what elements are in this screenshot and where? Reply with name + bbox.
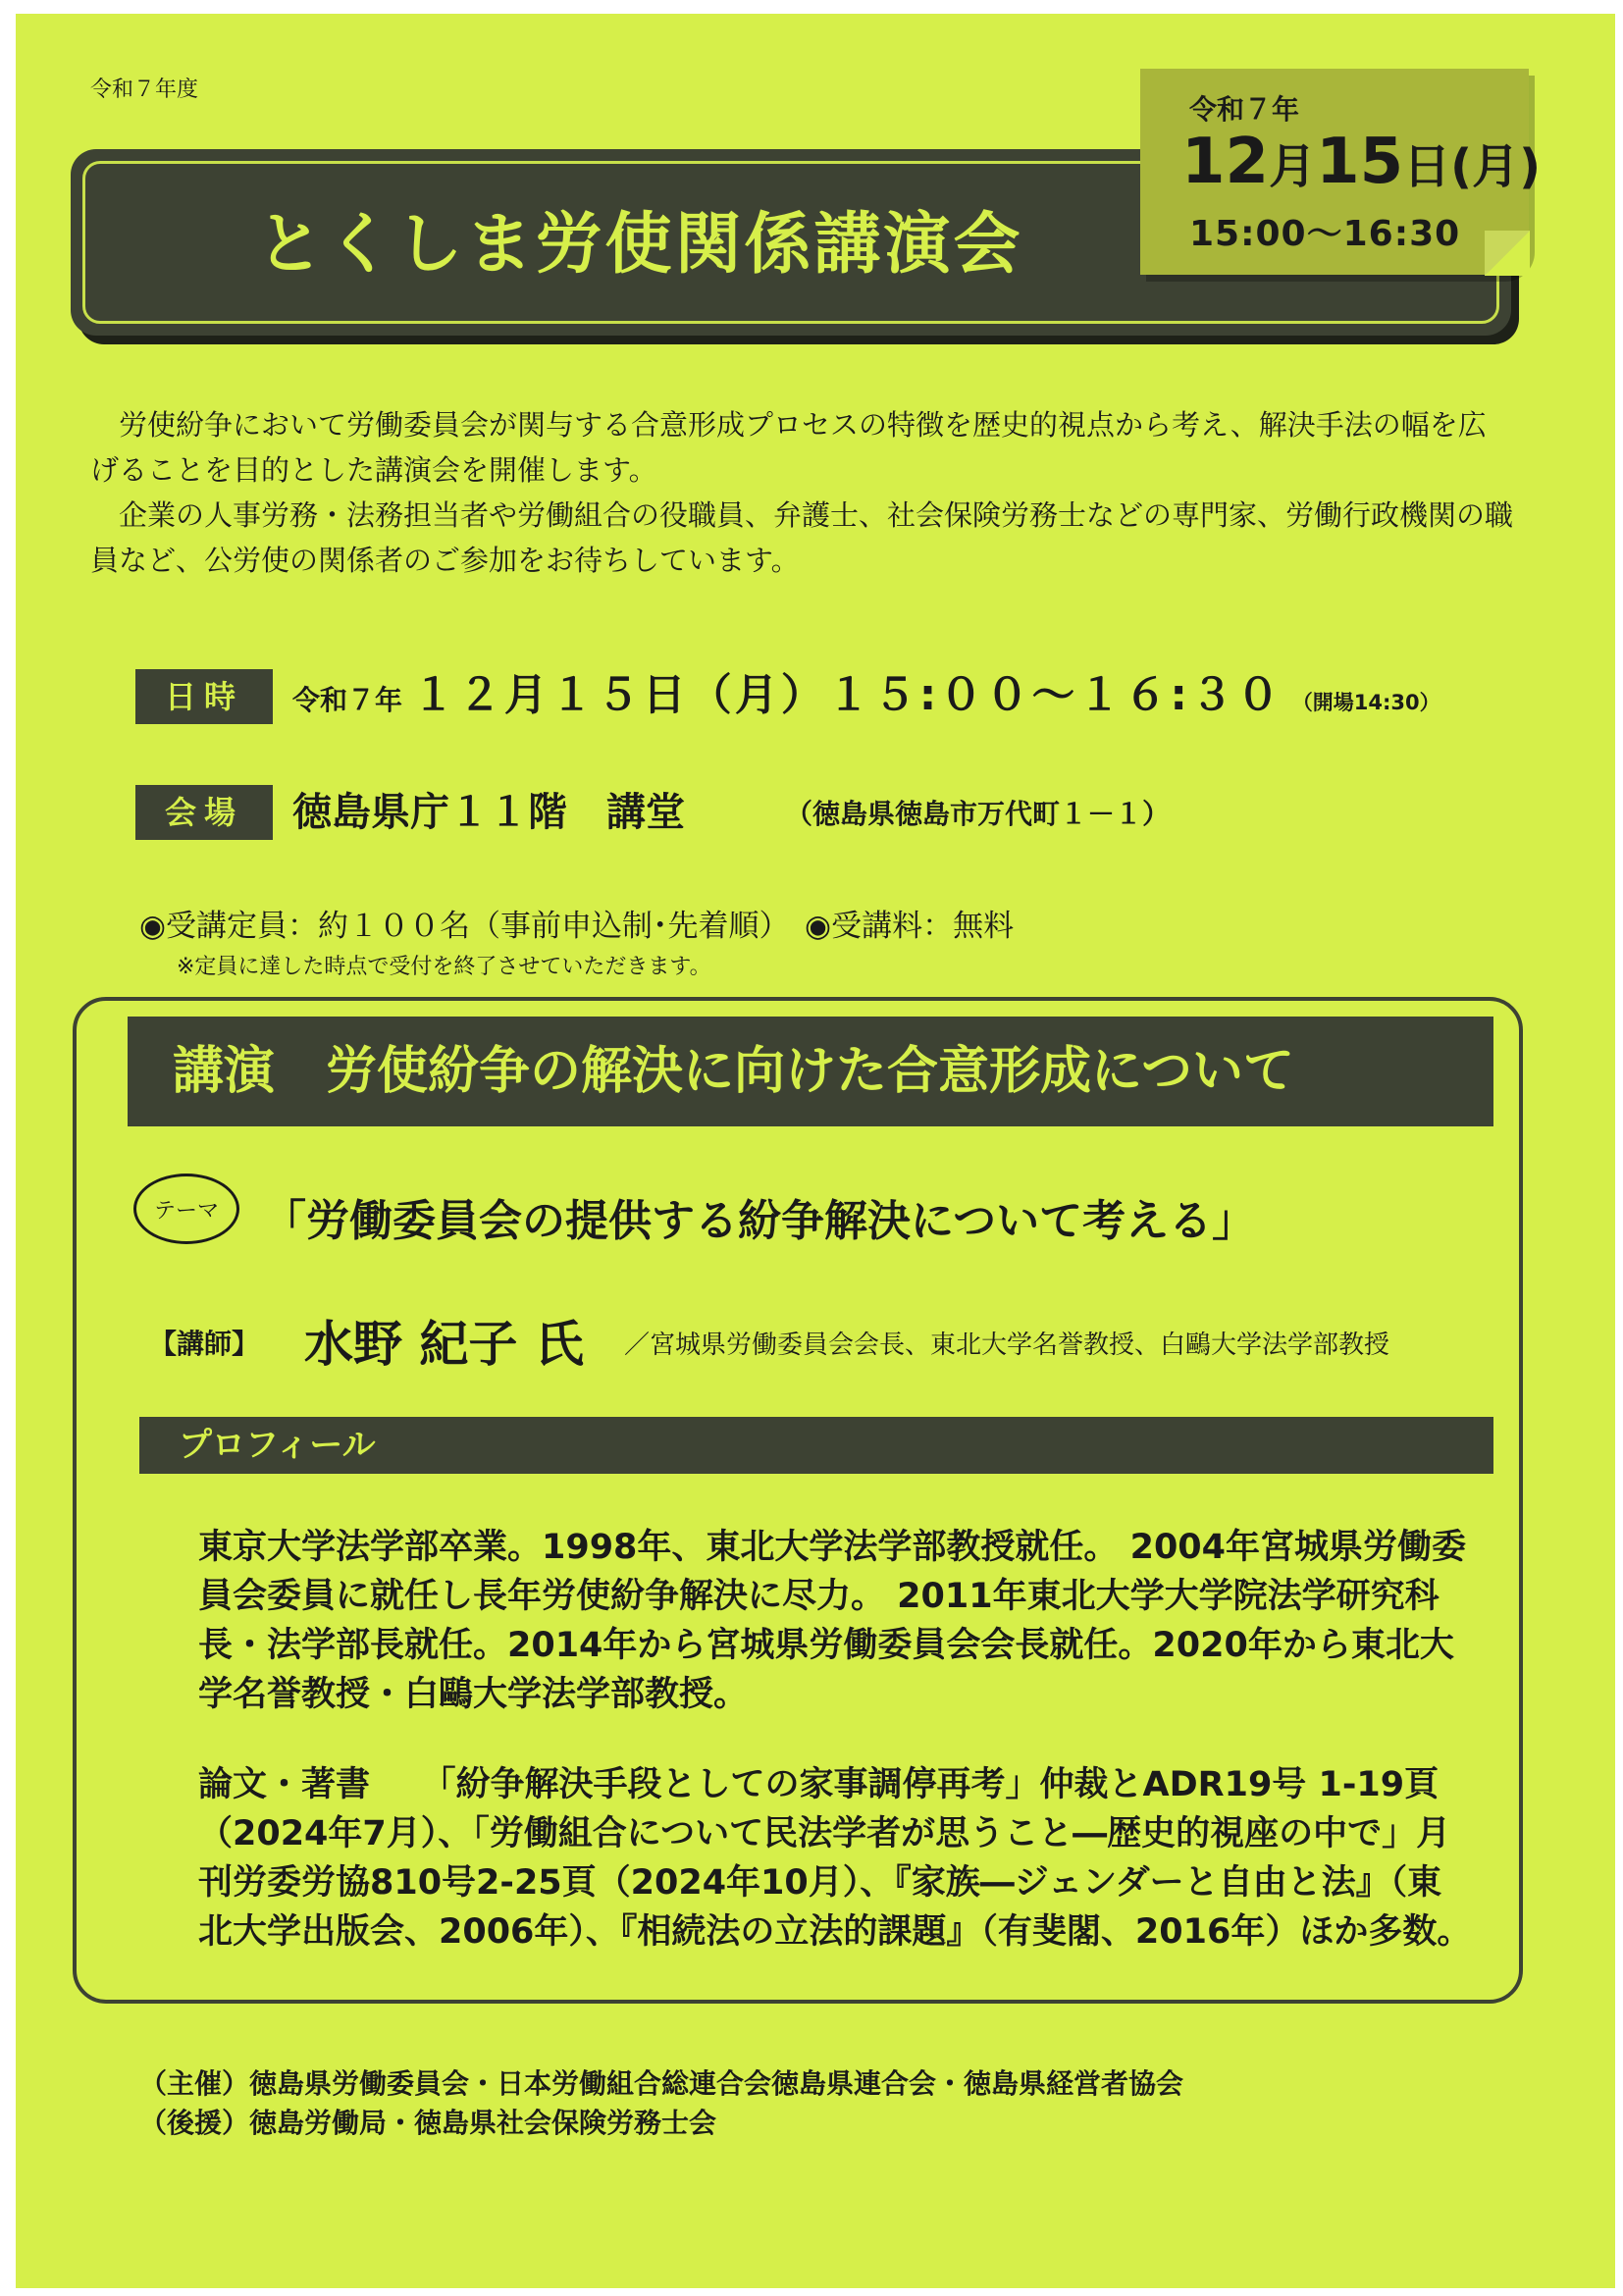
datetime-opening: （開場14:30） <box>1291 691 1440 714</box>
intro-paragraph-1: 労使紛争において労働委員会が関与する合意形成プロセスの特徴を歴史的視点から考え、解決手法の幅を広げることを目的とした講演会を開催します。 <box>90 408 1487 487</box>
date-tag-month-num: 12 <box>1181 126 1270 198</box>
theme-label: テーマ <box>133 1174 239 1244</box>
venue-address: （徳島県徳島市万代町１－１） <box>785 798 1171 830</box>
lecture-heading: 講演 労使紛争の解決に向けた合意形成について <box>128 1017 1493 1126</box>
lecturer-role: ／宮城県労働委員会会長、東北大学名誉教授、白鷗大学法学部教授 <box>624 1331 1390 1360</box>
page-curl-fold <box>1485 231 1530 276</box>
date-tag-era: 令和７年 <box>1189 93 1300 126</box>
capacity-notice: ※定員に達した時点で受付を終了させていただきます。 <box>177 955 711 979</box>
fiscal-year: 令和７年度 <box>90 78 199 102</box>
date-tag-month-unit: 月 <box>1269 139 1317 194</box>
date-tag-day-num: 15 <box>1316 126 1404 198</box>
date-tag <box>1140 69 1542 275</box>
intro-paragraph-2: 企業の人事労務・法務担当者や労働組合の役職員、弁護士、社会保険労務士などの専門家、労働行政機関の職員など、公労使の関係者のご参加をお待ちしています。 <box>90 498 1514 577</box>
venue-label: 会場 <box>135 785 273 840</box>
lecturer-name: 水野 紀子 氏 <box>304 1316 584 1373</box>
datetime-label: 日時 <box>135 669 273 724</box>
profile-body <box>198 1523 1474 1957</box>
datetime-era: 令和７年 <box>292 684 403 716</box>
page-title: とくしま労使関係講演会 <box>256 206 1023 284</box>
profile-heading: プロフィール <box>139 1417 1493 1474</box>
datetime-value <box>292 659 1440 722</box>
capacity-info: ◉受講定員：約１００名（事前申込制･先着順） ◉受講料：無料 <box>139 909 1015 944</box>
profile-publications: 論文・著書 「紛争解決手段としての家事調停再考」仲裁とADR19号 1-19頁（2024年7月）、「労働組合について民法学者が思うこと―歴史的視座の中で」月刊労委労協810号2-25頁（2024年10月）、『家族―ジェンダーと自由と法』（東北大学出版会、2006年）、『相続法の立法的課題』（有斐閣、2016年）ほか多数。 <box>198 1765 1472 1952</box>
date-tag-day-unit: 日 <box>1403 139 1451 194</box>
organizers <box>139 2064 1183 2143</box>
organizer-line: （主催）徳島県労働委員会・日本労働組合総連合会徳島県連合会・徳島県経営者協会 <box>139 2067 1184 2100</box>
datetime-date: １２月１５日（月）１５:００～１６:３０ <box>411 670 1283 720</box>
date-tag-weekday: (月) <box>1450 139 1542 194</box>
intro-text <box>90 402 1513 583</box>
supporter-line: （後援）徳島労働局・徳島県社会保険労務士会 <box>139 2107 717 2139</box>
profile-career: 東京大学法学部卒業。1998年、東北大学法学部教授就任。 2004年宮城県労働委員会委員に就任し長年労使紛争解決に尽力。 2011年東北大学大学院法学研究科長・法学部長就任。2014年から宮城県労働委員会会長就任。2020年から東北大学名誉教授・白鷗大学法学部教授。 <box>198 1528 1467 1714</box>
date-tag-time: 15:00～16:30 <box>1189 214 1461 254</box>
lecturer-tag: 【講師】 <box>149 1328 260 1360</box>
date-tag-day <box>1181 126 1541 198</box>
venue-name: 徳島県庁１１階 講堂 <box>292 790 685 835</box>
theme-title: 「労働委員会の提供する紛争解決について考える」 <box>263 1196 1256 1246</box>
